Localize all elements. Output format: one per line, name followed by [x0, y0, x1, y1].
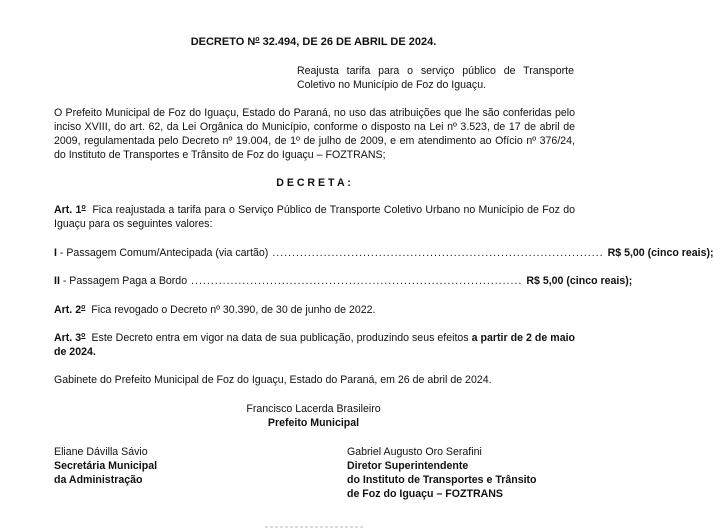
secretaria-role-2: da Administração [54, 474, 143, 486]
fare-item-2-label: - Passagem Paga a Bordo [59, 275, 188, 287]
article-3-text: Este Decreto entra em vigor na data de sua publicação, produzindo seus efeitos [91, 332, 472, 344]
page-footer-mark [265, 526, 365, 528]
foztrans-role-3: de Foz do Iguaçu – FOZTRANS [347, 488, 503, 500]
article-1-text: Fica reajustada a tarifa para o Serviço Público de Transporte Coletivo Urbano no Município de Foz do Iguaçu para os seguintes valores: [54, 204, 575, 230]
fare-item-2-value: R$ 5,00 (cinco reais); [526, 275, 633, 287]
prefeito-role: Prefeito Municipal [267, 417, 360, 429]
article-2-sup: o [81, 304, 86, 311]
prefeito-name: Francisco Lacerda Brasileiro [246, 403, 381, 415]
foztrans-role-1: Diretor Superintendente [347, 460, 469, 472]
article-1 [54, 203, 575, 231]
fare-item-1 [54, 246, 714, 260]
foztrans-name: Gabriel Augusto Oro Serafini [347, 446, 482, 458]
title-sup: o [255, 36, 260, 43]
fare-item-1-value: R$ 5,00 (cinco reais); [607, 247, 714, 259]
article-2-label: Art. 2 [54, 304, 82, 316]
signature-foztrans [347, 445, 537, 501]
article-1-label: Art. 1 [54, 204, 82, 216]
title-prefix: DECRETO N [190, 36, 256, 48]
article-3-label: Art. 3 [54, 332, 82, 344]
fare-item-2-num: II [54, 275, 60, 287]
article-3-sup: o [81, 332, 86, 339]
fare-item-1-num: I [54, 247, 57, 259]
dot-leader: .................................................................................... [272, 247, 604, 259]
article-2-text: Fica revogado o Decreto nº 30.390, de 30 de junho de 2022. [91, 304, 376, 316]
secretaria-role-1: Secretária Municipal [54, 460, 158, 472]
article-1-sup: o [81, 204, 86, 211]
fare-item-1-label: - Passagem Comum/Antecipada (via cartão) [56, 247, 269, 259]
fare-item-2 [54, 274, 633, 288]
article-3 [54, 331, 575, 359]
article-2 [54, 303, 575, 317]
gabinete-line: Gabinete do Prefeito Municipal de Foz do Iguaçu, Estado do Paraná, em 26 de abril de 2024. [54, 374, 492, 386]
decreta-heading: D E C R E T A : [276, 177, 351, 189]
signature-prefeito [0, 402, 627, 430]
preambulo: O Prefeito Municipal de Foz do Iguaçu, Estado do Paraná, no uso das atribuições que lhe são conferidas pelo inciso XVIII, do art. 62, da Lei Orgânica do Município, conforme o disposto na Lei nº 3.523, de 17 de abril de 2009, regulamentada pelo Decreto nº 19.004, de 1º de julho de 2009, e em atendimento ao Ofício nº 376/24, do Instituto de Transportes e Trânsito de Foz do Iguaçu – FOZTRANS; [54, 107, 575, 161]
secretaria-name: Eliane Dávilla Sávio [54, 446, 148, 458]
signature-secretaria [54, 445, 157, 487]
ementa: Reajusta tarifa para o serviço público de Transporte Coletivo no Município de Foz do Iguaçu. [297, 65, 574, 91]
title-suffix: 32.494, DE 26 DE ABRIL DE 2024. [259, 36, 437, 48]
decree-title [0, 35, 627, 49]
foztrans-role-2: do Instituto de Transportes e Trânsito [347, 474, 537, 486]
article-3-effective-date: a partir de 2 de maio de 2024. [54, 332, 576, 358]
dot-leader: .................................................................................... [191, 275, 523, 287]
